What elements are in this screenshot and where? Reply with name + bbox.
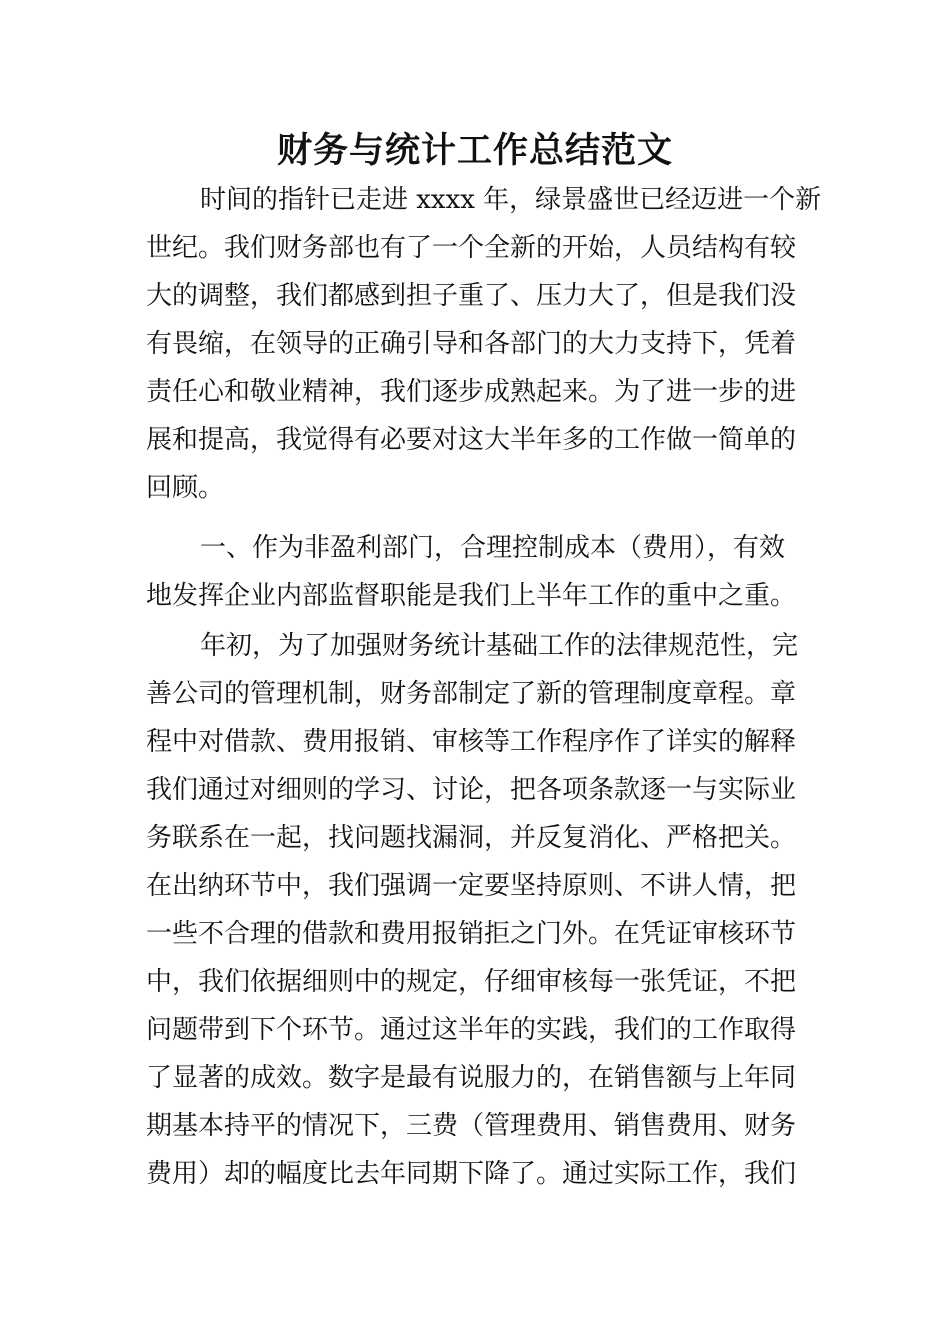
body-line: 程中对借款、费用报销、审核等工作程序作了详实的解释 [146, 727, 797, 757]
body-line: 有畏缩，在领导的正确引导和各部门的大力支持下，凭着 [146, 329, 797, 359]
body-line: 年初，为了加强财务统计基础工作的法律规范性，完 [200, 631, 799, 661]
body-line: 回顾。 [146, 473, 225, 503]
body-line: 世纪。我们财务部也有了一个全新的开始，人员结构有较 [146, 233, 797, 263]
body-line: 在出纳环节中，我们强调一定要坚持原则、不讲人情，把 [146, 871, 797, 901]
body-line: 我们通过对细则的学习、讨论，把各项条款逐一与实际业 [146, 775, 797, 805]
body-line: 时间的指针已走进 xxxx 年，绿景盛世已经迈进一个新 [200, 185, 822, 215]
body-line: 期基本持平的情况下，三费（管理费用、销售费用、财务 [146, 1111, 797, 1141]
body-line: 务联系在一起，找问题找漏洞，并反复消化、严格把关。 [146, 823, 797, 853]
body-line: 费用）却的幅度比去年同期下降了。通过实际工作，我们 [146, 1159, 797, 1189]
body-line: 一些不合理的借款和费用报销拒之门外。在凭证审核环节 [146, 919, 797, 949]
body-line: 了显著的成效。数字是最有说服力的，在销售额与上年同 [146, 1063, 797, 1093]
body-line: 大的调整，我们都感到担子重了、压力大了，但是我们没 [146, 281, 797, 311]
body-line: 地发挥企业内部监督职能是我们上半年工作的重中之重。 [146, 581, 797, 611]
body-line: 中，我们依据细则中的规定，仔细审核每一张凭证，不把 [146, 967, 797, 997]
body-line: 善公司的管理机制，财务部制定了新的管理制度章程。章 [146, 679, 797, 709]
body-line: 展和提高，我觉得有必要对这大半年多的工作做一简单的 [146, 425, 797, 455]
body-line: 责任心和敬业精神，我们逐步成熟起来。为了进一步的进 [146, 377, 797, 407]
body-line: 一、作为非盈利部门，合理控制成本（费用），有效 [200, 533, 786, 563]
body-line: 问题带到下个环节。通过这半年的实践，我们的工作取得 [146, 1015, 797, 1045]
document-title: 财务与统计工作总结范文 [276, 131, 673, 171]
